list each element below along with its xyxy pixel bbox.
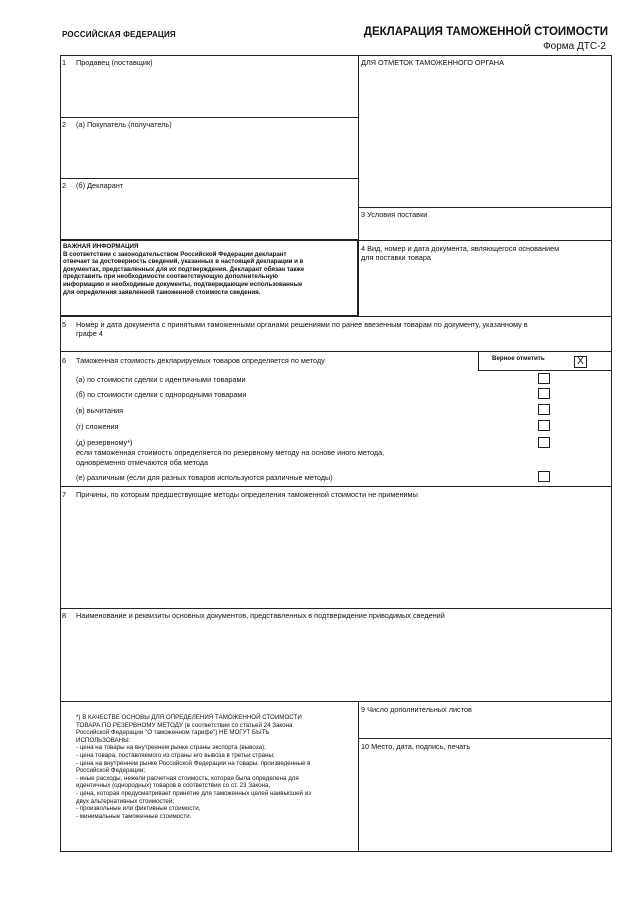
divider-3-4 (358, 240, 612, 241)
reserve-note-line1: если таможенная стоимость определяется по резервному методу на основе иного метода, (76, 448, 385, 457)
important-info-line: для определения заявленной таможенной стоимости сведения. (63, 288, 261, 296)
mark-hint: Верное отметить (492, 355, 545, 362)
form-code: Форма ДТС-2 (543, 41, 606, 52)
footnote-line: *) В КАЧЕСТВЕ ОСНОВЫ ДЛЯ ОПРЕДЕЛЕНИЯ ТАМОЖЕННОЙ СТОИМОСТИ (76, 714, 302, 721)
footnote-line: - цена товара, поставляемого из страны его вывоза в третьи страны; (76, 751, 275, 759)
divider-7-8 (60, 608, 612, 609)
country-name: РОССИЙСКАЯ ФЕДЕРАЦИЯ (62, 30, 176, 39)
divider-6-7 (60, 486, 612, 487)
divider-1-2a (60, 117, 358, 118)
field-7-number: 7 (62, 490, 67, 499)
footnote-line: ТОВАРА ПО РЕЗЕРВНОМУ МЕТОДУ (в соответствии со статьей 24 Закона (76, 721, 293, 729)
divider-2a-2b (60, 178, 358, 179)
footnote-line: - цена на внутреннем рынке Российской Федерации на товары, произведенные в (76, 759, 311, 767)
field-5-text-line1: Номер и дата документа с принятыми таможенными органами решениями по ранее ввезенным товарам по документу, указанному в (76, 320, 528, 329)
footnote-line: - произвольные или фиктивные стоимости, (76, 805, 201, 813)
customs-notes-box (358, 55, 612, 208)
method-b-checkbox[interactable] (538, 388, 550, 399)
field-2b-label (62, 181, 123, 190)
footnote-line: - цена, которая предусматривает принятие для таможенных целей наивысшей из (76, 789, 312, 797)
field-2a-number: 2 (62, 120, 67, 129)
field-4-text-line1: 4 Вид, номер и дата документа, являющегося основанием (361, 244, 560, 253)
field-4-text-line2: для поставки товара (361, 253, 431, 262)
mark-sample-checkbox: X (574, 356, 587, 368)
method-a-checkbox[interactable] (538, 373, 550, 384)
field-1-number: 1 (62, 58, 67, 67)
field-5-label (62, 320, 610, 338)
footnote-line: - минимальные таможенные стоимости. (76, 812, 192, 820)
column-divider-bottom (358, 701, 359, 852)
important-info-line: представить при необходимости соответствующую дополнительную (63, 273, 279, 281)
important-info (63, 243, 355, 296)
document-title: ДЕКЛАРАЦИЯ ТАМОЖЕННОЙ СТОИМОСТИ (363, 26, 608, 38)
method-option-e: (д) резервному*) (76, 438, 133, 447)
method-option-c: (в) вычитания (76, 406, 124, 415)
field-6-number: 6 (62, 356, 67, 365)
method-c-checkbox[interactable] (538, 404, 550, 415)
field-7-text: Причины, по которым предшествующие методы определения таможенной стоимости не применимы (76, 490, 418, 499)
field-8-label (62, 611, 445, 620)
divider-9-10 (358, 738, 612, 739)
footnote-line: идентичных (однородных) товаров в соответствии со ст. 23 Закона, (76, 782, 271, 790)
important-info-title: ВАЖНАЯ ИНФОРМАЦИЯ (63, 243, 139, 250)
method-option-a: (а) по стоимости сделки с идентичными товарами (76, 375, 246, 384)
field-4-label (361, 244, 609, 262)
column-divider-top (358, 55, 359, 316)
field-1-label (62, 58, 153, 67)
field-2a-label (62, 120, 172, 129)
important-info-line: документах, представленных для их подтверждения. Декларант обязан также (63, 265, 305, 273)
method-option-b: (б) по стоимости сделки с однородными товарами (76, 390, 247, 399)
field-5-number: 5 (62, 320, 67, 329)
field-10-label: 10 Место, дата, подпись, печать (361, 742, 471, 751)
method-option-d: (г) сложения (76, 422, 119, 431)
field-8-number: 8 (62, 611, 67, 620)
field-1-text: Продавец (поставщик) (76, 58, 153, 67)
field-7-label (62, 490, 418, 499)
field-3-label: 3 Условия поставки (361, 210, 428, 219)
footnote-line: - цена на товары на внутреннем рынке страны экспорта (вывоза); (76, 744, 266, 752)
footnote-line: двух альтернативных стоимостей; (76, 797, 175, 805)
reserve-note-line2: одновременно отмечаются оба метода (76, 458, 209, 467)
divider-top-5 (60, 316, 612, 317)
footnote-line: - иные расходы, нежели расчетная стоимость, которая была определена для (76, 774, 299, 782)
method-option-f: (е) различным (если для разных товаров используются различные методы) (76, 473, 333, 482)
field-5-text-line2: графе 4 (76, 329, 103, 338)
footnote-line: Российской Федерации "О таможенном тарифе") НЕ МОГУТ БЫТЬ (76, 729, 270, 737)
field-9-label: 9 Число дополнительных листов (361, 705, 472, 714)
customs-notes-label: ДЛЯ ОТМЕТОК ТАМОЖЕННОГО ОРГАНА (361, 58, 504, 67)
important-info-line: отвечает за достоверность сведений, указанных в настоящей декларации и в (63, 258, 304, 266)
divider-8-bottom (60, 701, 612, 702)
important-info-line: В соответствии с законодательством Российской Федерации декларант (63, 250, 287, 258)
footnote-line: Российской Федерации; (76, 767, 146, 775)
field-2b-number: 2 (62, 181, 67, 190)
field-6-text: Таможенная стоимость декларируемых товаров определяется по методу (76, 356, 325, 365)
field-8-text: Наименование и реквизиты основных документов, представленных в подтверждение приводимых сведений (76, 611, 445, 620)
method-e-checkbox[interactable] (538, 437, 550, 448)
field-2b-text: (б) Декларант (76, 181, 124, 190)
field-2a-text: (а) Покупатель (получатель) (76, 120, 172, 129)
reserve-method-footnote (76, 714, 356, 820)
footnote-line: ИСПОЛЬЗОВАНЫ: (76, 736, 131, 744)
method-f-checkbox[interactable] (538, 471, 550, 482)
important-info-line: информацию и необходимые документы, подтверждающие использованные (63, 280, 303, 288)
field-6-label (62, 356, 325, 365)
method-d-checkbox[interactable] (538, 420, 550, 431)
